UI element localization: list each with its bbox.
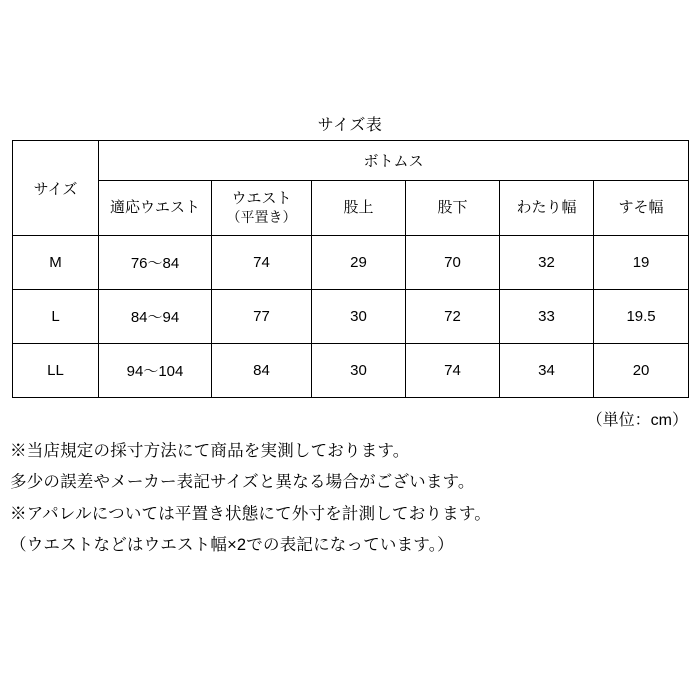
unit-note: （単位：cm） <box>586 412 688 429</box>
cell-hem-width: 19 <box>594 236 689 290</box>
header-thigh-width <box>500 181 594 236</box>
header-hem-width <box>594 181 689 236</box>
row-size-label: L <box>13 290 99 344</box>
cell-fit-waist: 84〜94 <box>99 290 212 344</box>
header-inseam <box>406 181 500 236</box>
header-hem-width-line1: すそ幅 <box>618 198 664 216</box>
header-rise-line1: 股上 <box>343 198 374 216</box>
table-row <box>13 290 689 344</box>
cell-hem-width: 19.5 <box>594 290 689 344</box>
note-line-3: ※アパレルについては平置き状態にて外寸を計測しております。 <box>10 504 491 523</box>
header-inseam-line1: 股下 <box>437 198 468 216</box>
cell-inseam: 72 <box>406 290 500 344</box>
cell-rise: 30 <box>312 344 406 398</box>
header-thigh-width-line1: わたり幅 <box>516 198 577 216</box>
cell-thigh-width: 34 <box>500 344 594 398</box>
cell-rise: 29 <box>312 236 406 290</box>
note-line-4: （ウエストなどはウエスト幅×2での表記になっています。） <box>10 535 454 554</box>
header-waist-flat-line2: （平置き） <box>226 208 297 225</box>
header-waist-flat-line1: ウエスト <box>231 189 292 207</box>
note-line-2: 多少の誤差やメーカー表記サイズと異なる場合がございます。 <box>10 473 475 492</box>
cell-thigh-width: 33 <box>500 290 594 344</box>
header-rise <box>312 181 406 236</box>
cell-waist-flat: 84 <box>212 344 312 398</box>
cell-rise: 30 <box>312 290 406 344</box>
cell-waist-flat: 77 <box>212 290 312 344</box>
note-line-1: ※当店規定の採寸方法にて商品を実測しております。 <box>10 442 410 460</box>
size-table <box>12 140 689 398</box>
header-group-bottoms: ボトムス <box>99 141 689 181</box>
cell-hem-width: 20 <box>594 344 689 398</box>
header-fit-waist <box>99 181 212 236</box>
header-waist-flat <box>212 181 312 236</box>
header-fit-waist-line1: 適応ウエスト <box>109 198 200 216</box>
cell-fit-waist: 76〜84 <box>99 236 212 290</box>
row-size-label: M <box>13 236 99 290</box>
table-header-row-2 <box>13 181 689 236</box>
size-table-container <box>12 140 688 398</box>
table-row <box>13 344 689 398</box>
notes-block <box>10 440 690 565</box>
row-size-label: LL <box>13 344 99 398</box>
header-size: サイズ <box>13 141 99 236</box>
page-title: サイズ表 <box>317 117 383 134</box>
cell-inseam: 74 <box>406 344 500 398</box>
table-header-row-1 <box>13 141 689 181</box>
cell-fit-waist: 94〜104 <box>99 344 212 398</box>
table-row <box>13 236 689 290</box>
cell-inseam: 70 <box>406 236 500 290</box>
cell-waist-flat: 74 <box>212 236 312 290</box>
cell-thigh-width: 32 <box>500 236 594 290</box>
